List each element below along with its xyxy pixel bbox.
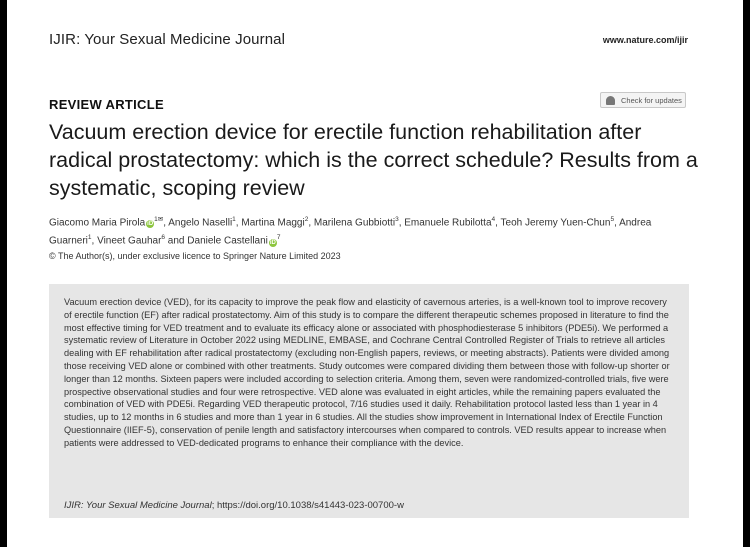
author-name[interactable]: Emanuele Rubilotta xyxy=(404,217,492,229)
citation xyxy=(64,500,404,511)
citation-doi[interactable]: ; https://doi.org/10.1038/s41443-023-00700-w xyxy=(211,500,404,511)
article-page xyxy=(7,0,743,547)
author-affiliation: 2 xyxy=(304,216,309,223)
abstract-text: Vacuum erection device (VED), for its capacity to improve the peak flow and elasticity of cavernous arteries, is a well-known tool to improve recovery of erectile function (EF) after radical prostatectomy. Aim of this study is to compare the different therapeutic schemes proposed in literature to find the most effective timing for VED treatment and to evaluate its efficacy alone or associated with phosphodiesterase 5 inhibitors (PDE5i). We performed a systematic review of Literature in October 2022 using MEDLINE, EMBASE, and Cochrane Central Controlled Register of Trials to retrieve all articles dealing with EF rehabilitation after radical prostatectomy (excluding non-English papers, reviews, or meeting abstracts). Patients were divided among those receiving VED alone or combined with other treatments. Study outcomes were compared dividing them between those with follow-up shorter or longer than 12 months. Sixteen papers were included according to selection criteria. Among them, seven were randomized-controlled trials, five were prospective observational studies and four were retrospective. VED alone was evaluated in eight articles, while the remaining papers evaluated the combination of VED with PDE5i. Regarding VED therapeutic protocol, 7/16 studies used it daily. Rehabilitation protocol lasted less than 1 year in 4 studies, up to 12 months in 6 studies and more than 1 year in 6 studies. All the studies show improvement in International Index of Erectile Function Questionnaire (IIEF-5), conservation of penile length and satisfactory intercourses when compared to controls. VED results appear to increase when patients were addressed to VED-dedicated programs to enhance their compliance with the device. xyxy=(64,297,670,448)
author-affiliation: 5 xyxy=(610,216,615,223)
citation-journal: IJIR: Your Sexual Medicine Journal xyxy=(64,500,212,511)
orcid-icon[interactable]: iD xyxy=(147,221,154,228)
author-name[interactable]: Martina Maggi xyxy=(241,217,305,229)
author-affiliation: 1✉ xyxy=(154,216,164,223)
author-affiliation: 4 xyxy=(491,216,496,223)
article-title: Vacuum erection device for erectile function rehabilitation after radical prostatectomy: which is the correct schedule? Results from a systematic, scoping review xyxy=(49,120,698,200)
check-updates-label: Check for updates xyxy=(621,95,682,105)
author-name[interactable]: Giacomo Maria Pirola xyxy=(49,217,146,229)
author-affiliation: 6 xyxy=(161,234,166,242)
bookmark-icon xyxy=(606,96,615,105)
author-affiliation: 7 xyxy=(276,234,281,242)
author-name[interactable]: Angelo Naselli xyxy=(168,217,233,229)
author-list: Giacomo Maria Pirola $iD^{1✉}$, Angelo Naselli$^1$, Martina Maggi$^2$, Marilena Gubbiotti$^3$, Emanuele Rubilotta$^4$, Teoh Jeremy Yuen-Chun$^5$, Andrea Guarneri$^1$, Vineet Gauhar$^6$ and Daniele Castellani $iD^7$ xyxy=(49,216,652,247)
author-affiliation: 1 xyxy=(232,216,236,223)
author-name[interactable]: Vineet Gauhar xyxy=(97,235,162,247)
check-for-updates-button[interactable] xyxy=(600,92,686,108)
author-affiliation: 3 xyxy=(395,216,399,223)
author-name[interactable]: Teoh Jeremy Yuen-Chun xyxy=(500,217,611,229)
author-name[interactable]: Marilena Gubbiotti xyxy=(313,217,396,229)
author-name[interactable]: Daniele Castellani xyxy=(187,235,268,247)
author-name[interactable]: Andrea Guarneri xyxy=(49,217,652,247)
journal-title: IJIR: Your Sexual Medicine Journal xyxy=(49,31,286,48)
orcid-icon[interactable]: iD xyxy=(269,239,276,246)
article-type: REVIEW ARTICLE xyxy=(49,97,164,112)
author-affiliation: 1 xyxy=(87,234,92,242)
copyright-notice: © The Author(s), under exclusive licence to Springer Nature Limited 2023 xyxy=(49,251,341,261)
abstract-box xyxy=(49,284,689,518)
journal-url[interactable]: www.nature.com/ijir xyxy=(602,35,688,45)
